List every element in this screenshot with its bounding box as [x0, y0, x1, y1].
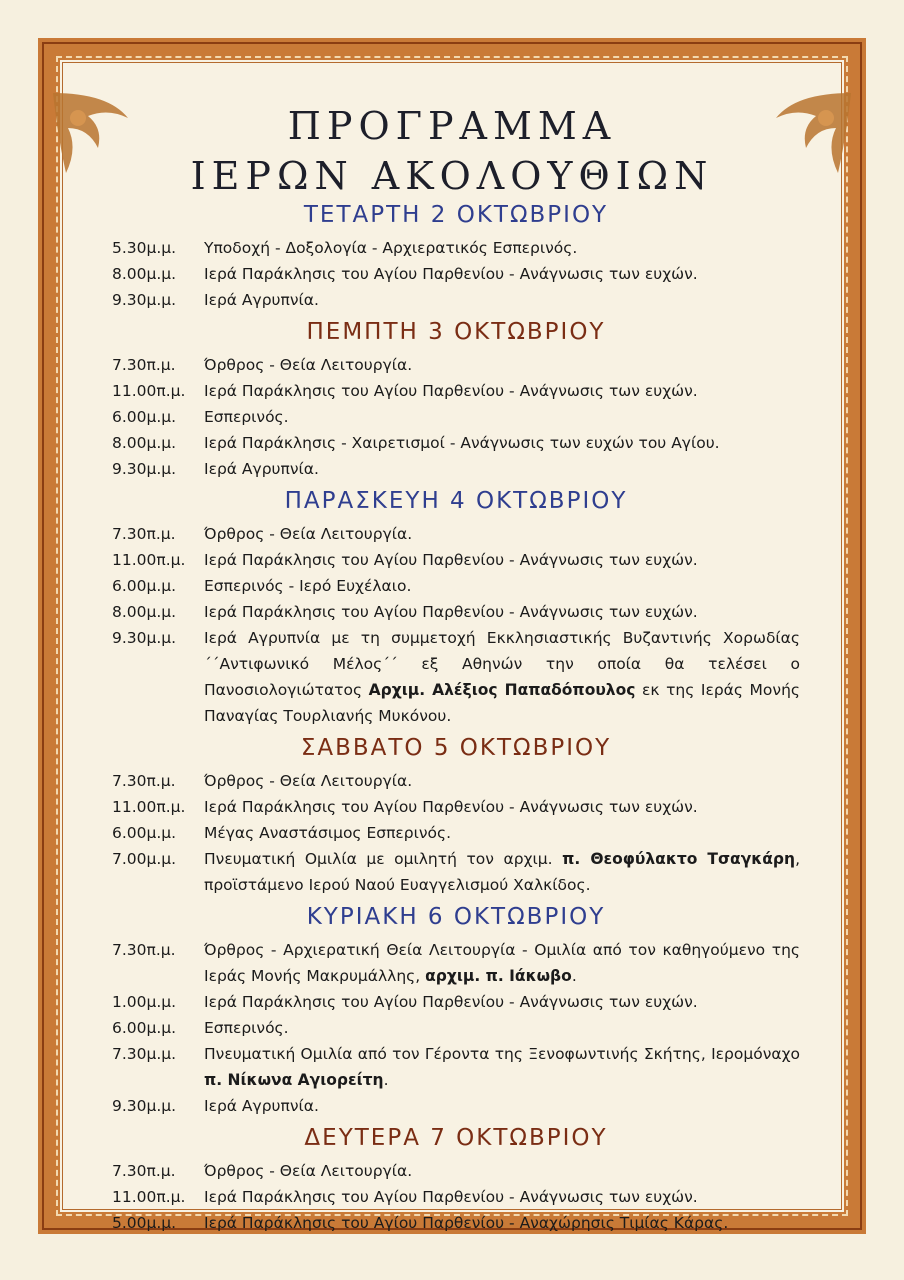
schedule-row: [112, 989, 800, 1015]
service-time: 7.30π.μ.: [112, 941, 176, 959]
schedule-row: [112, 430, 800, 456]
service-time: 7.30π.μ.: [112, 1162, 176, 1180]
schedule-content: [112, 196, 800, 1236]
schedule-row: [112, 1210, 800, 1236]
schedule-row: [112, 1184, 800, 1210]
service-time: 8.00μ.μ.: [112, 434, 177, 452]
service-description: [204, 404, 800, 430]
service-description: [204, 599, 800, 625]
service-text: Ιερά Αγρυπνία.: [204, 1097, 319, 1115]
service-text-after: , προϊστάμενο Ιερού Ναού Ευαγγελισμού Χαλκίδος.: [204, 850, 800, 894]
service-time: 5.00μ.μ.: [112, 1214, 177, 1232]
page-title-line-2: ΙΕΡΩΝ ΑΚΟΛΟΥΘΙΩΝ: [190, 154, 714, 198]
day-heading: ΚΥΡΙΑΚΗ 6 ΟΚΤΩΒΡΙΟΥ: [306, 904, 606, 930]
schedule-row: [112, 1041, 800, 1093]
service-description: [204, 625, 800, 729]
service-text-after: .: [571, 967, 577, 985]
service-text: Ιερά Αγρυπνία με τη συμμετοχή Εκκλησιαστικής Βυζαντινής Χορωδίας ΄΄Αντιφωνικό Μέλος΄΄ εξ Αθηνών την οποία θα τελέσει ο Πανοσιολογιώτατος: [204, 629, 800, 699]
service-description: [204, 794, 800, 820]
service-text: Όρθρος - Αρχιερατική Θεία Λειτουργία - Ομιλία από τον καθηγούμενο της Ιεράς Μονής Μακρυμάλλης,: [204, 941, 800, 985]
service-description: [204, 547, 800, 573]
service-text: Όρθρος - Θεία Λειτουργία.: [204, 356, 413, 374]
service-text-after: .: [383, 1071, 389, 1089]
schedule-row: [112, 1093, 800, 1119]
service-time: 7.30μ.μ.: [112, 1045, 177, 1063]
day-heading: ΔΕΥΤΕΡΑ 7 ΟΚΤΩΒΡΙΟΥ: [304, 1125, 608, 1151]
service-text: Ιερά Παράκλησις του Αγίου Παρθενίου - Ανάγνωσις των ευχών.: [204, 551, 698, 569]
service-text: Ιερά Παράκλησις - Χαιρετισμοί - Ανάγνωσις των ευχών του Αγίου.: [204, 434, 720, 452]
service-time: 9.30μ.μ.: [112, 629, 177, 647]
service-time: 1.00μ.μ.: [112, 993, 177, 1011]
service-text: Όρθρος - Θεία Λειτουργία.: [204, 772, 413, 790]
service-description: [204, 352, 800, 378]
service-time: 5.30μ.μ.: [112, 239, 177, 257]
schedule-row: [112, 378, 800, 404]
service-description: [204, 456, 800, 482]
schedule-row: [112, 235, 800, 261]
service-text: Ιερά Αγρυπνία.: [204, 291, 319, 309]
service-time: 7.30π.μ.: [112, 356, 176, 374]
schedule-row: [112, 261, 800, 287]
service-description: [204, 937, 800, 989]
service-description: [204, 1041, 800, 1093]
service-text: Πνευματική Ομιλία από τον Γέροντα της Ξενοφωντινής Σκήτης, Ιερομόναχο: [204, 1045, 800, 1063]
service-text: Ιερά Παράκλησις του Αγίου Παρθενίου - Ανάγνωσις των ευχών.: [204, 993, 698, 1011]
schedule-row: [112, 287, 800, 313]
schedule-row: [112, 820, 800, 846]
service-time: 8.00μ.μ.: [112, 603, 177, 621]
service-time: 11.00π.μ.: [112, 1188, 186, 1206]
service-time: 9.30μ.μ.: [112, 460, 177, 478]
page-title-line-1: ΠΡΟΓΡΑΜΜΑ: [287, 104, 617, 148]
schedule-row: [112, 625, 800, 729]
service-description: [204, 261, 800, 287]
service-text: Όρθρος - Θεία Λειτουργία.: [204, 1162, 413, 1180]
service-text: Εσπερινός - Ιερό Ευχέλαιο.: [204, 577, 412, 595]
service-text: Ιερά Αγρυπνία.: [204, 460, 319, 478]
schedule-row: [112, 794, 800, 820]
service-time: 6.00μ.μ.: [112, 408, 177, 426]
schedule-row: [112, 456, 800, 482]
day-heading: ΠΕΜΠΤΗ 3 ΟΚΤΩΒΡΙΟΥ: [306, 319, 606, 345]
service-text: Όρθρος - Θεία Λειτουργία.: [204, 525, 413, 543]
service-text: Πνευματική Ομιλία με ομιλητή τον αρχιμ.: [204, 850, 553, 868]
schedule-row: [112, 521, 800, 547]
service-text-after: εκ της Ιεράς Μονής Παναγίας Τουρλιανής Μυκόνου.: [204, 681, 800, 725]
schedule-row: [112, 1158, 800, 1184]
service-description: [204, 573, 800, 599]
schedule-row: [112, 937, 800, 989]
service-highlight: αρχιμ. π. Ιάκωβο: [425, 967, 572, 985]
service-text: Υποδοχή - Δοξολογία - Αρχιερατικός Εσπερινός.: [204, 239, 578, 257]
day-heading: ΤΕΤΑΡΤΗ 2 ΟΚΤΩΒΡΙΟΥ: [303, 202, 609, 228]
service-time: 8.00μ.μ.: [112, 265, 177, 283]
service-description: [204, 235, 800, 261]
service-description: [204, 846, 800, 898]
service-description: [204, 1210, 800, 1236]
service-description: [204, 989, 800, 1015]
service-time: 9.30μ.μ.: [112, 1097, 177, 1115]
service-text: Ιερά Παράκλησις του Αγίου Παρθενίου - Αναχώρησις Τιμίας Κάρας.: [204, 1214, 729, 1232]
schedule-row: [112, 1015, 800, 1041]
service-text: Μέγας Αναστάσιμος Εσπερινός.: [204, 824, 452, 842]
service-description: [204, 378, 800, 404]
service-description: [204, 1093, 800, 1119]
service-time: 6.00μ.μ.: [112, 577, 177, 595]
service-description: [204, 820, 800, 846]
service-text: Ιερά Παράκλησις του Αγίου Παρθενίου - Ανάγνωσις των ευχών.: [204, 603, 698, 621]
service-text: Ιερά Παράκλησις του Αγίου Παρθενίου - Ανάγνωσις των ευχών.: [204, 1188, 698, 1206]
service-description: [204, 1158, 800, 1184]
service-description: [204, 430, 800, 456]
service-time: 11.00π.μ.: [112, 382, 186, 400]
schedule-row: [112, 547, 800, 573]
day-heading: ΠΑΡΑΣΚΕΥΗ 4 ΟΚΤΩΒΡΙΟΥ: [284, 488, 628, 514]
service-description: [204, 768, 800, 794]
service-description: [204, 521, 800, 547]
service-text: Ιερά Παράκλησις του Αγίου Παρθενίου - Ανάγνωσις των ευχών.: [204, 265, 698, 283]
schedule-row: [112, 846, 800, 898]
service-description: [204, 1184, 800, 1210]
service-description: [204, 287, 800, 313]
service-time: 7.30π.μ.: [112, 525, 176, 543]
service-text: Εσπερινός.: [204, 1019, 289, 1037]
schedule-row: [112, 599, 800, 625]
service-time: 9.30μ.μ.: [112, 291, 177, 309]
service-highlight: Αρχιμ. Αλέξιος Παπαδόπουλος: [368, 681, 636, 699]
service-time: 11.00π.μ.: [112, 798, 186, 816]
day-heading: ΣΑΒΒΑΤΟ 5 ΟΚΤΩΒΡΙΟΥ: [300, 735, 612, 761]
service-time: 7.30π.μ.: [112, 772, 176, 790]
schedule-row: [112, 573, 800, 599]
schedule-row: [112, 352, 800, 378]
service-time: 6.00μ.μ.: [112, 824, 177, 842]
service-highlight: π. Νίκωνα Αγιορείτη: [204, 1071, 384, 1089]
service-time: 6.00μ.μ.: [112, 1019, 177, 1037]
service-time: 7.00μ.μ.: [112, 850, 177, 868]
service-time: 11.00π.μ.: [112, 551, 186, 569]
service-text: Ιερά Παράκλησις του Αγίου Παρθενίου - Ανάγνωσις των ευχών.: [204, 382, 698, 400]
service-highlight: π. Θεοφύλακτο Τσαγκάρη: [562, 850, 796, 868]
service-text: Ιερά Παράκλησις του Αγίου Παρθενίου - Ανάγνωσις των ευχών.: [204, 798, 698, 816]
service-text: Εσπερινός.: [204, 408, 289, 426]
service-description: [204, 1015, 800, 1041]
schedule-row: [112, 768, 800, 794]
schedule-row: [112, 404, 800, 430]
